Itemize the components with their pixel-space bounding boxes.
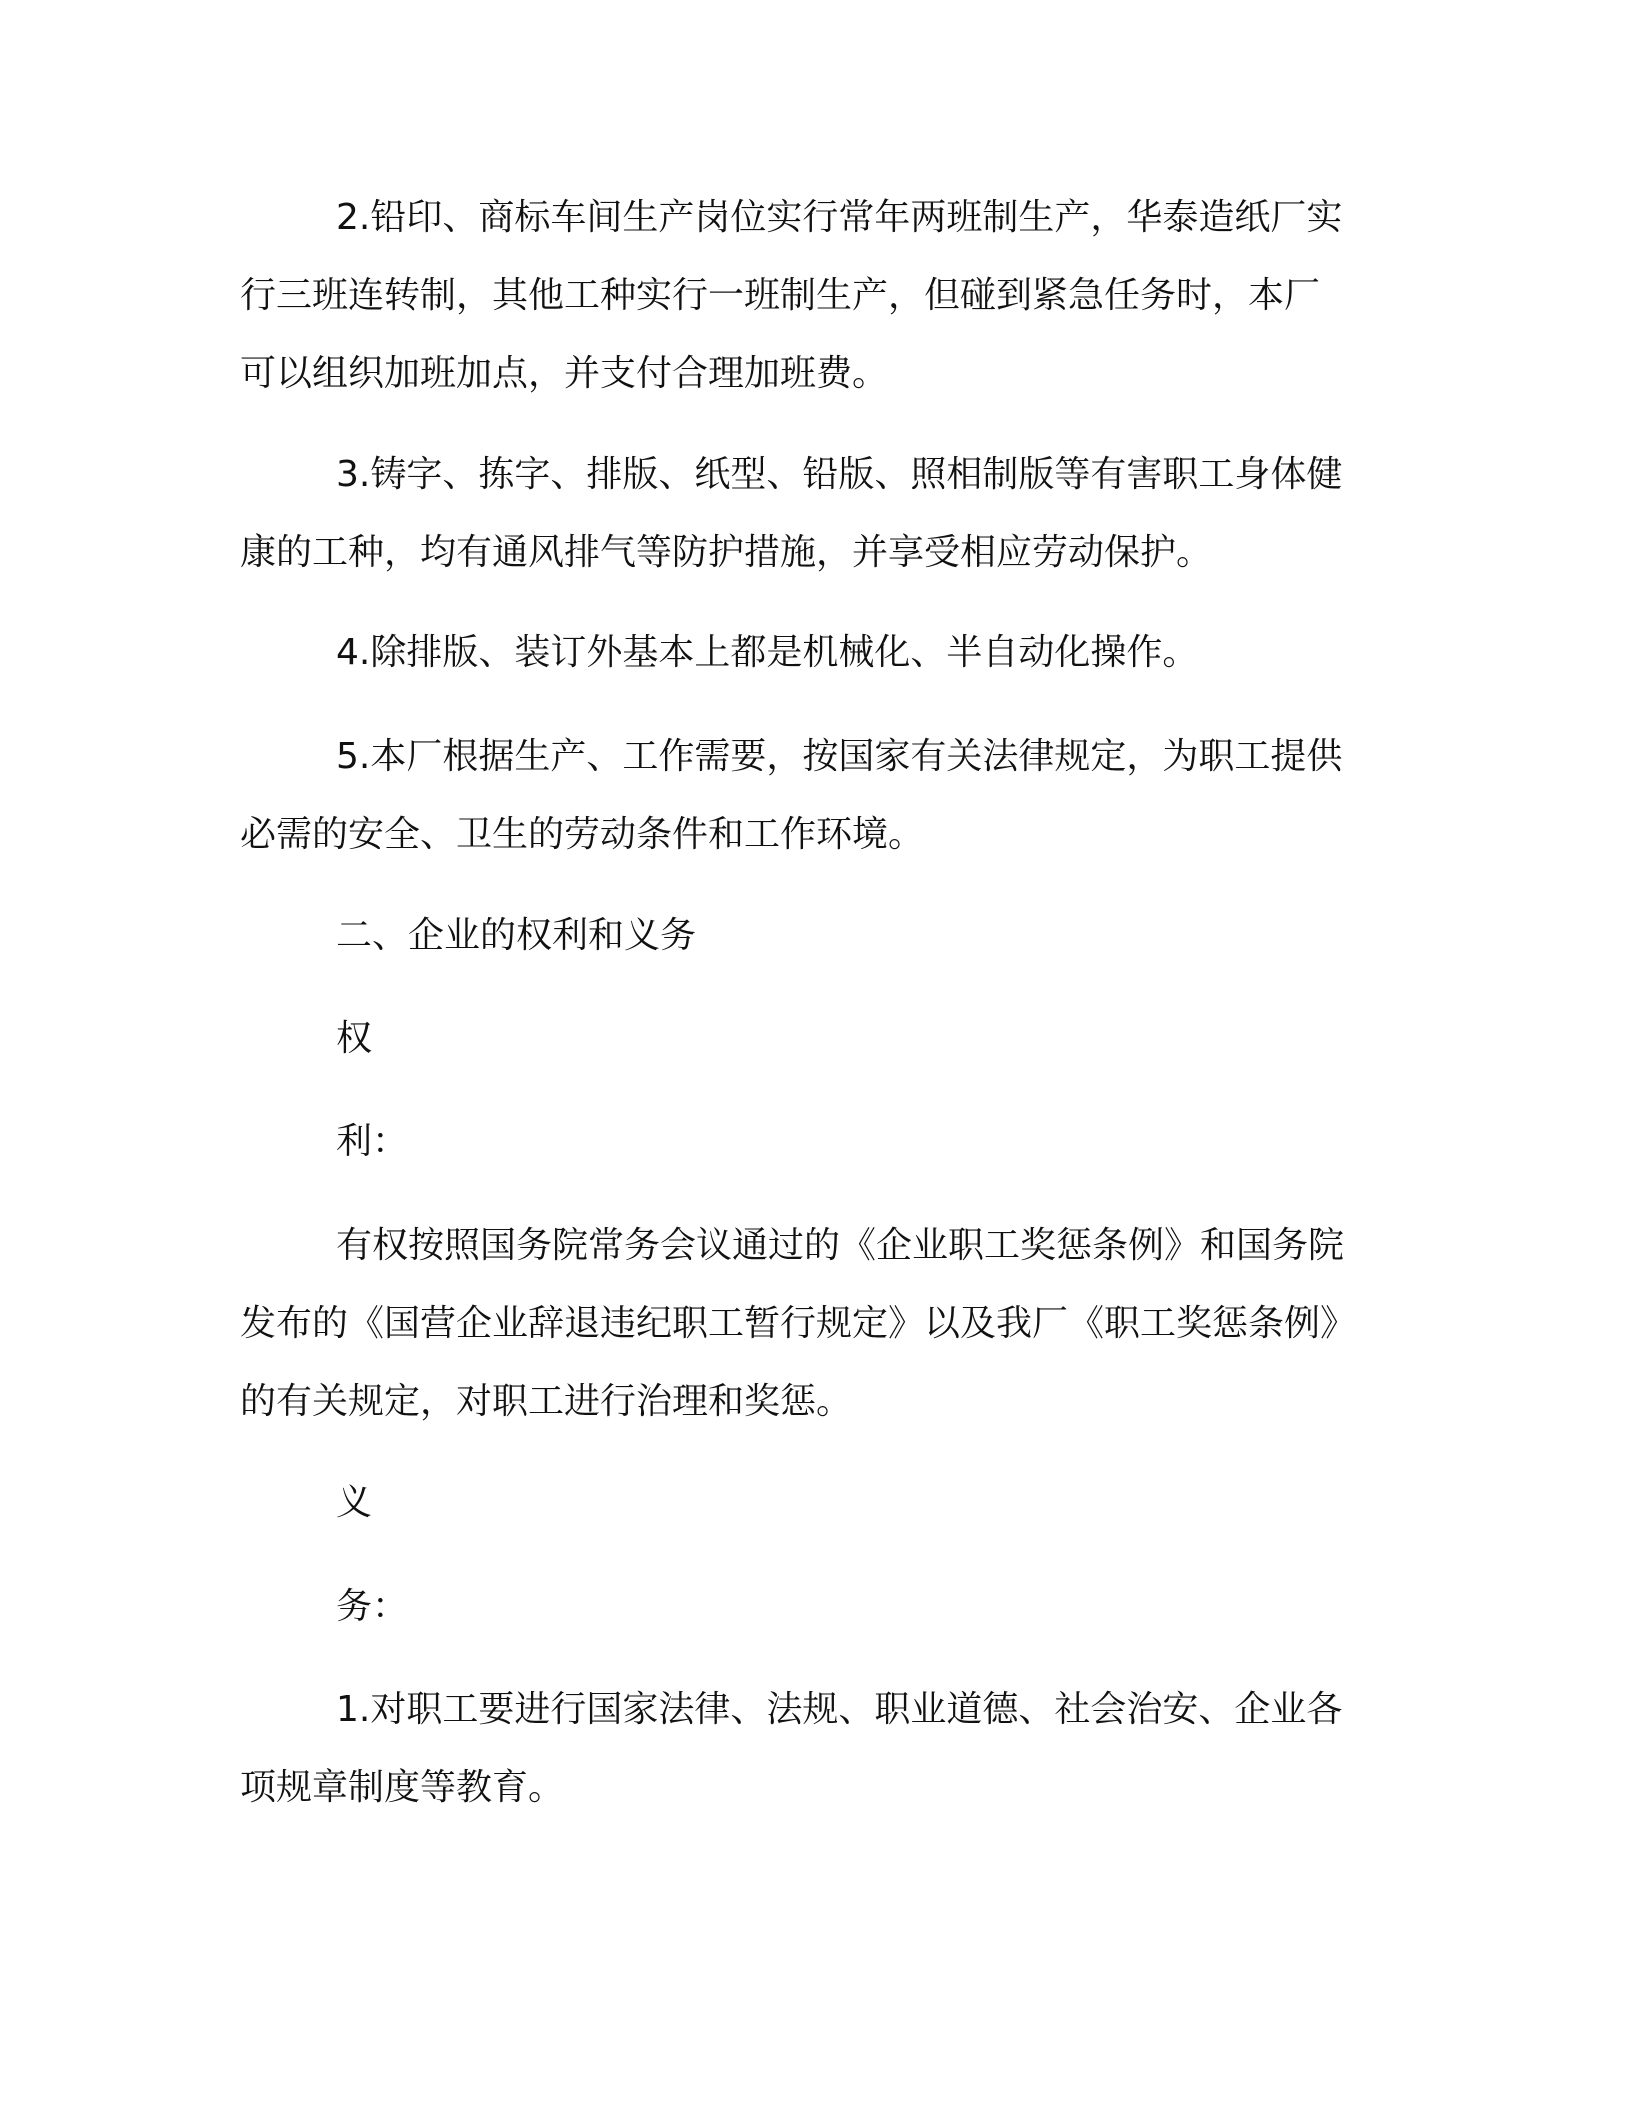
- paragraph-line: 行三班连转制，其他工种实行一班制生产，但碰到紧急任务时，本厂: [240, 275, 1321, 316]
- rights-label-text-2: 利：: [336, 1121, 409, 1162]
- paragraph-line: 5.本厂根据生产、工作需要，按国家有关法律规定，为职工提供: [336, 736, 1343, 777]
- duties-label-text-1: 义: [336, 1482, 373, 1523]
- paragraph-line: 4.除排版、装订外基本上都是机械化、半自动化操作。: [336, 632, 1199, 673]
- paragraph-line: 康的工种，均有通风排气等防护措施，并享受相应劳动保护。: [240, 532, 1213, 573]
- paragraph-item-3: [240, 436, 1380, 592]
- paragraph-line: 项规章制度等教育。: [240, 1767, 565, 1808]
- paragraph-line: 3.铸字、拣字、排版、纸型、铅版、照相制版等有害职工身体健: [336, 454, 1343, 495]
- duties-label-part-1: [240, 1464, 1380, 1542]
- duties-label-text-2: 务：: [336, 1586, 409, 1627]
- paragraph-item-4: [240, 614, 1380, 692]
- paragraph-line: 2.铅印、商标车间生产岗位实行常年两班制生产，华泰造纸厂实: [336, 197, 1343, 238]
- duties-label-part-2: [240, 1568, 1380, 1646]
- rights-paragraph: [240, 1207, 1380, 1441]
- rights-label-text-1: 权: [336, 1018, 373, 1059]
- paragraph-line: 发布的《国营企业辞退违纪职工暂行规定》以及我厂《职工奖惩条例》: [240, 1303, 1357, 1344]
- paragraph-item-2: [240, 179, 1380, 413]
- paragraph-line: 1.对职工要进行国家法律、法规、职业道德、社会治安、企业各: [336, 1689, 1343, 1730]
- paragraph-item-5: [240, 718, 1380, 874]
- paragraph-line: 可以组织加班加点，并支付合理加班费。: [240, 353, 889, 394]
- paragraph-line: 的有关规定，对职工进行治理和奖惩。: [240, 1381, 853, 1422]
- rights-label-part-2: [240, 1103, 1380, 1181]
- paragraph-line: 必需的安全、卫生的劳动条件和工作环境。: [240, 814, 925, 855]
- duty-item-1: [240, 1671, 1380, 1827]
- section-heading-text: 二、企业的权利和义务: [336, 915, 697, 956]
- section-heading: [240, 897, 1380, 975]
- paragraph-line: 有权按照国务院常务会议通过的《企业职工奖惩条例》和国务院: [336, 1225, 1345, 1266]
- rights-label-part-1: [240, 1000, 1380, 1078]
